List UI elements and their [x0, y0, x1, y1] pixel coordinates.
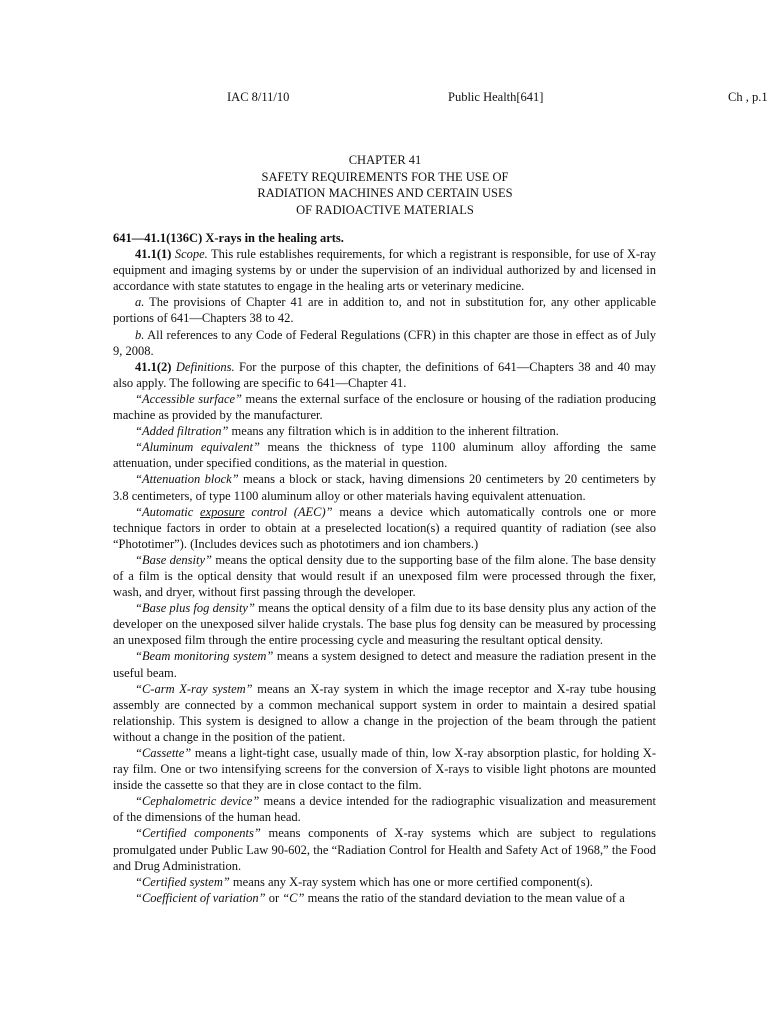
definition-text: means the ratio of the standard deviation to the mean value of a	[304, 890, 625, 905]
definition-item	[113, 745, 656, 793]
definition-term: “Aluminum equivalent”	[135, 440, 260, 455]
definition-item	[113, 552, 656, 600]
definition-term	[135, 505, 333, 519]
definition-term: “Certified components”	[135, 826, 261, 841]
definition-item	[113, 504, 656, 552]
paragraph-text: This rule establishes requirements, for which a registrant is responsible, for use of X-ray equipment and imaging systems by or under the supervision of an individual authorized by and licensed in accordance with state statutes to engage in the healing arts or veterinary medicine.	[113, 247, 656, 294]
definition-term: “Base density”	[135, 552, 212, 567]
definition-term: “Attenuation block”	[135, 472, 239, 487]
chapter-title-line: RADIATION MACHINES AND CERTAIN USES	[257, 186, 513, 200]
definition-text: means a system designed to detect and measure the radiation present in the useful beam.	[113, 649, 656, 680]
definition-text: means an X-ray system in which the image receptor and X-ray tube housing assembly are connected by a common mechanical support system in order to maintain a desired spatial relationship. This system is designed to allow a change in the projection of the beam through the patient without a change in the position of the patient.	[113, 681, 656, 744]
definition-item	[113, 825, 656, 873]
definition-item	[113, 681, 656, 745]
paragraph-b	[113, 327, 656, 359]
definition-term: “Coefficient of variation”	[135, 890, 266, 905]
document-body	[113, 230, 656, 906]
paragraph-text: All references to any Code of Federal Regulations (CFR) in this chapter are those in effect as of July 9, 2008.	[113, 327, 656, 358]
definition-text: means any filtration which is in addition to the inherent filtration.	[228, 424, 559, 439]
definition-text: means a light-tight case, usually made of thin, low X-ray absorption plastic, for holding X-ray film. One or two intensifying screens for the conversion of X-rays to visible light photons are mounted inside the cassette so that they are in close contact to the film.	[113, 746, 656, 793]
definition-text: means a block or stack, having dimensions 20 centimeters by 20 centimeters by 3.8 centimeters, of type 1100 aluminum alloy or other materials having equivalent attenuation.	[113, 472, 656, 503]
header-center: Public Health[641]	[448, 90, 544, 104]
rule-heading: 641—41.1(136C) X-rays in the healing arts.	[113, 231, 344, 245]
chapter-number: CHAPTER 41	[348, 153, 422, 167]
definition-text: means the optical density of a film due to its base density plus any action of the developer on the unexposed silver halide crystals. The base plus fog density can be measured by processing an unexposed film through the entire processing cycle and measuring the resultant optical density.	[113, 601, 656, 648]
paragraph-text: For the purpose of this chapter, the definitions of 641—Chapters 38 and 40 may also apply. The following are specific to 641—Chapter 41.	[113, 359, 657, 390]
scope-paragraph	[113, 246, 656, 294]
definition-term: “Base plus fog density”	[135, 601, 255, 616]
definitions-paragraph	[113, 359, 656, 391]
subrule-number: 41.1(2)	[135, 359, 172, 374]
definition-item	[113, 874, 656, 890]
definition-term: “Accessible surface”	[135, 391, 242, 406]
definition-item	[113, 439, 656, 471]
definition-text: means the thickness of type 1100 aluminum alloy affording the same attenuation, under specified conditions, as the material in question.	[113, 440, 656, 471]
definition-term-part: “Automatic	[135, 504, 201, 519]
definition-text: means any X-ray system which has one or more certified component(s).	[229, 874, 593, 889]
paragraph-label: b.	[135, 327, 145, 342]
paragraph-text: The provisions of Chapter 41 are in addition to, and not in substitution for, any other applicable portions of 641—Chapters 38 to 42.	[113, 295, 656, 326]
chapter-title-line: OF RADIOACTIVE MATERIALS	[296, 202, 474, 217]
subrule-term: Scope.	[174, 247, 208, 262]
definition-term: “Beam monitoring system”	[135, 649, 274, 664]
definition-item	[113, 600, 656, 648]
definition-text: means a device which automatically controls one or more technique factors in order to obtain at a preselected location(s) a required quantity of radiation (see also “Phototimer”). (Includes devices such as phototimers and ion chambers.)	[113, 504, 657, 551]
definition-text: means components of X-ray systems which are subject to regulations promulgated under Public Law 90-602, the “Radiation Control for Health and Safety Act of 1968,” the Food and Drug Administration.	[113, 826, 656, 873]
chapter-title-line: SAFETY REQUIREMENTS FOR THE USE OF	[261, 169, 509, 184]
paragraph-a	[113, 294, 656, 326]
header-left: IAC 8/11/10	[227, 90, 290, 104]
definition-term: “Certified system”	[135, 874, 230, 889]
definition-item	[113, 471, 656, 503]
paragraph-label: a.	[135, 295, 145, 310]
subrule-term: Definitions.	[175, 359, 235, 374]
definition-text: means the optical density due to the supporting base of the film alone. The base density of a film is the optical density that would result if an unexposed film were processed through the fixer, wash, and dryer, without first passing through the developer.	[113, 552, 656, 600]
definition-item	[113, 648, 656, 680]
definition-term: “Cephalometric device”	[135, 794, 260, 809]
definition-term: “Added filtration”	[135, 424, 229, 439]
definition-term-part: control (AEC)”	[244, 504, 333, 519]
definition-item	[113, 391, 656, 423]
definition-text: means a device intended for the radiographic visualization and measurement of the dimensions of the human head.	[113, 794, 656, 825]
definition-item	[113, 793, 656, 825]
definition-item	[113, 423, 656, 439]
definition-text: means the external surface of the enclosure or housing of the radiation producing machine as provided by the manufacturer.	[113, 391, 656, 423]
chapter-title	[0, 152, 770, 218]
definition-connector: or	[265, 890, 283, 905]
definition-term-alt: “C”	[282, 890, 305, 905]
definition-term: “Cassette”	[135, 746, 192, 760]
header-right: Ch , p.1	[728, 90, 768, 104]
definition-term: “C-arm X-ray system”	[135, 681, 253, 696]
definition-term-link: exposure	[200, 504, 245, 519]
subrule-number: 41.1(1)	[135, 247, 172, 262]
definition-item	[113, 890, 656, 906]
